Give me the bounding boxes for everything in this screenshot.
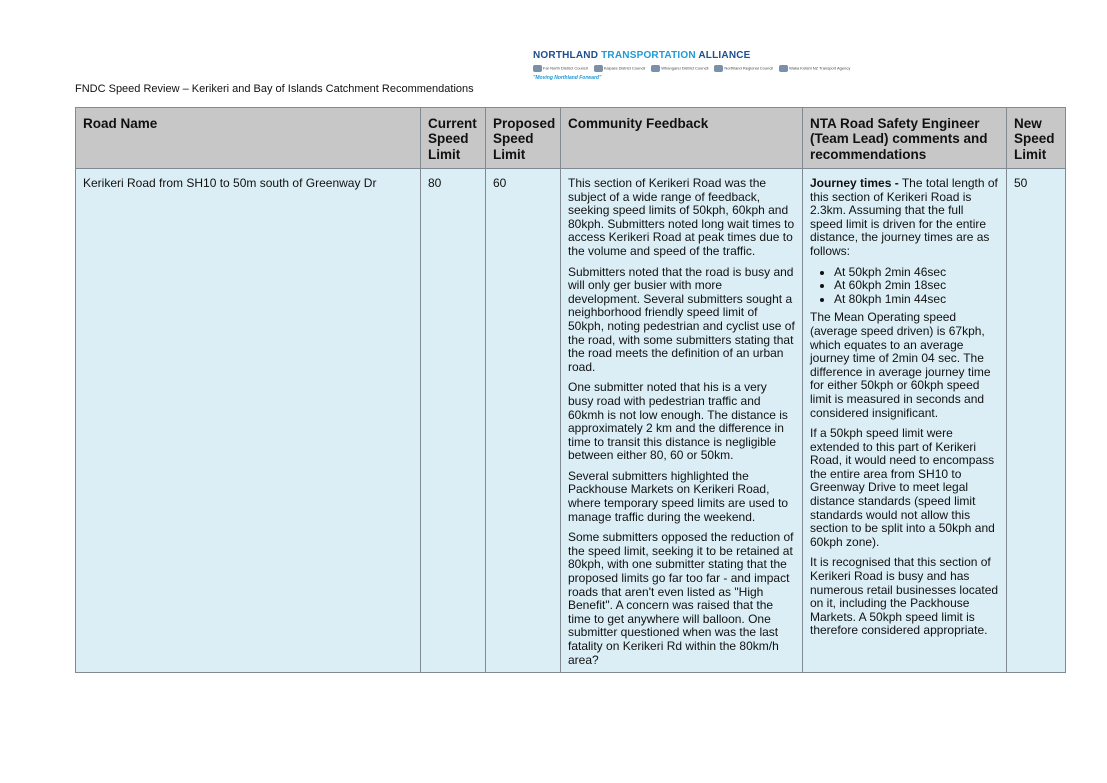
partner-logo: Kaipara District Council <box>594 65 646 72</box>
cell-engineer-comments <box>803 169 1007 673</box>
table-row <box>76 169 1066 673</box>
logo-word-alliance: ALLIANCE <box>698 50 751 61</box>
column-header-current-limit: Current Speed Limit <box>421 108 486 169</box>
column-header-new-limit: New Speed Limit <box>1007 108 1066 169</box>
list-item: • At 50kph 2min 46sec <box>834 266 999 280</box>
journey-times-label: Journey times - <box>810 176 899 190</box>
column-header-road-name: Road Name <box>76 108 421 169</box>
partner-logo: Northland Regional Council <box>714 65 773 72</box>
journey-times-intro <box>810 177 999 259</box>
engineer-paragraph: If a 50kph speed limit were extended to this part of Kerikeri Road, it would need to encompass the entire area from SH10 to Greenway Drive to meet legal distance standards (speed limit standards would not allow this section to be split into a 50kph and 60kph zone). <box>810 426 995 549</box>
cell-new-limit: 50 <box>1007 169 1066 673</box>
feedback-paragraph: Submitters noted that the road is busy and will only ger busier with more development. Several submitters sought a neighborhood friendly speed limit of 50kph, noting pedestrian and cyclist use of the road, with some submitters stating that the road meets the definition of an urban road. <box>568 264 795 374</box>
cell-proposed-limit: 60 <box>486 169 561 673</box>
cell-road-name: Kerikeri Road from SH10 to 50m south of Greenway Dr <box>76 169 421 673</box>
list-item: • At 80kph 1min 44sec <box>834 293 999 307</box>
feedback-paragraph: Several submitters highlighted the Packhouse Markets on Kerikeri Road, where temporary speed limits are used to manage traffic during the weekend. <box>568 468 789 524</box>
document-header: FNDC Speed Review – Kerikeri and Bay of Islands Catchment Recommendations <box>75 83 474 95</box>
feedback-paragraph: This section of Kerikeri Road was the subject of a wide range of feedback, seeking speed limits of 50kph, 60kph and 80kph. Submitters noted long wait times to access Kerikeri Road at peak times due to the volume and speed of the traffic. <box>568 176 795 258</box>
engineer-paragraph: The Mean Operating speed (average speed driven) is 67kph, which equates to an average journey time of 2min 04 sec. The difference in average journey time for either 50kph or 60kph speed limit is measured in seconds and considered insignificant. <box>810 310 991 420</box>
feedback-paragraph: Some submitters opposed the reduction of the speed limit, seeking it to be retained at 80kph, with one submitter stating that the proposed limits go far too far - and impact roads that aren't even listed as "High Benefit". A concern was raised that the time to get anywhere will balloon. One submitter questioned when was the last fatality on Kerikeri Rd within the 80km/h area? <box>568 530 794 667</box>
table-header-row <box>76 108 1066 169</box>
feedback-paragraph: One submitter noted that his is a very busy road with pedestrian traffic and 60kmh is not low enough. The distance is approximately 2 km and the difference in time to transit this distance is negligible between either 80, 60 or 50km. <box>568 380 788 463</box>
column-header-engineer-comments: NTA Road Safety Engineer (Team Lead) comments and recommendations <box>803 108 1007 169</box>
logo-word-transportation: TRANSPORTATION <box>601 50 696 61</box>
speed-review-table <box>75 107 1066 673</box>
journey-times-list <box>810 266 999 307</box>
cell-community-feedback <box>561 169 803 673</box>
journey-times-text: The total length of this section of Kerikeri Road is 2.3km. Assuming that the full speed limit is driven for the entire distance, the journey times are as follows: <box>810 176 998 258</box>
list-item: • At 60kph 2min 18sec <box>834 279 999 293</box>
partner-logo: Whangarei District Council <box>651 65 708 72</box>
logo-partner-strip <box>533 63 851 74</box>
engineer-paragraph: It is recognised that this section of Kerikeri Road is busy and has numerous retail businesses located on it, including the Packhouse Markets. A 50kph speed limit is therefore considered appropriate. <box>810 555 999 638</box>
logo-tagline: "Moving Northland Forward" <box>533 75 602 81</box>
logo-word-northland: NORTHLAND <box>533 50 599 61</box>
nta-logo <box>533 50 851 82</box>
cell-current-limit: 80 <box>421 169 486 673</box>
partner-logo: Far North District Council <box>533 65 588 72</box>
partner-logo: Waka Kotahi NZ Transport Agency <box>779 65 850 72</box>
logo-title <box>533 50 751 61</box>
column-header-proposed-limit: Proposed Speed Limit <box>486 108 561 169</box>
column-header-community-feedback: Community Feedback <box>561 108 803 169</box>
